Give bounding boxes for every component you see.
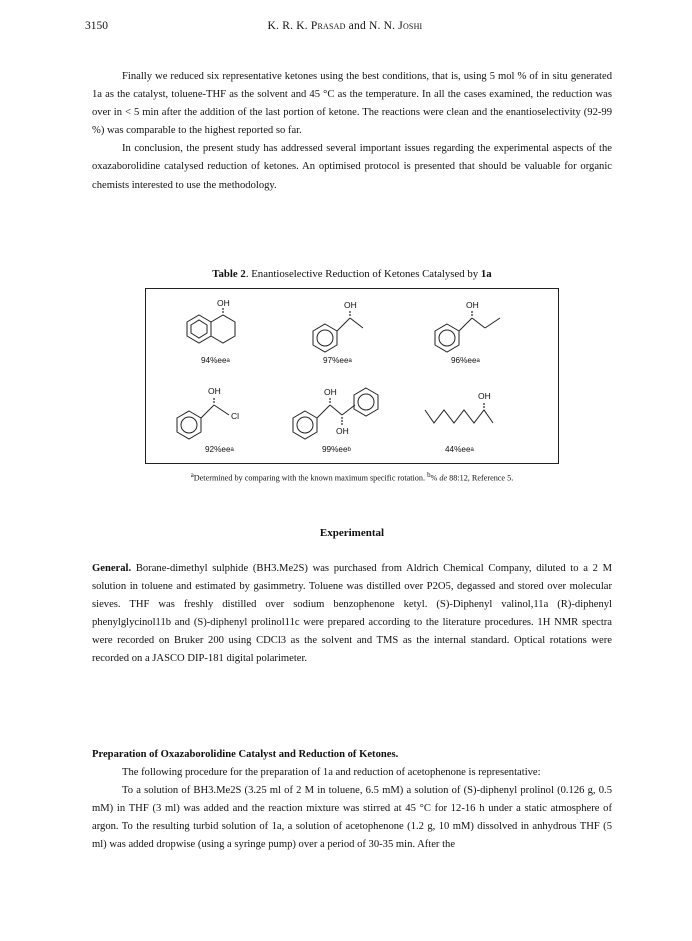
intro-text [92,68,612,195]
oh-label-3: OH [466,300,479,310]
table-structures-box [145,288,559,492]
ee-entry-3: 96%eea [451,356,480,365]
ee-entry-4: 92%eea [205,445,234,454]
alkyl-chain-6 [425,410,493,423]
oh-label-2: OH [344,300,357,310]
oh-label-1: OH [217,298,230,308]
oh-label-5a: OH [324,387,337,397]
page-number: 3150 [85,20,108,32]
oh-label-4: OH [208,386,221,396]
intro-paragraph-1: Finally we reduced six representative ketones using the best conditions, that is, using 5 mol % of in situ generated 1a as the catalyst, toluene-THF as the solvent and 45 °C as the temperature. In all the cases examined, the reduction was over in < 5 min after the addition of the last portion of ketone. The reactions were clean and the enantioselectivity (92-99 %) was comparable to the highest reported so far. [92,71,612,137]
tetralin-ring-saturated [211,315,235,343]
cl-label-4: Cl [231,411,240,421]
oh-label-5b: OH [336,426,349,436]
ee-entry-2: 97%eea [323,356,352,365]
structures-svg [145,288,559,464]
table-footnote: $^a$Determined by comparing with the known maximum specific rotation. $^b$% de 88:12, Reference 5. [190,472,514,483]
running-head-authors: K. R. K. Prasad and N. N. Joshi [267,20,423,32]
ee-entry-5: 99%eeb [322,445,351,454]
experimental-text [92,560,612,669]
preparation-text [92,746,612,855]
ee-entry-6: 44%eea [445,445,474,454]
tetralin-ring-inner [191,320,207,338]
preparation-paragraph-2: To a solution of BH3.Me2S (3.25 ml of 2 M in toluene, 6.5 mM) a solution of (S)-diphenyl prolinol (0.126 g, 0.5 mM) in THF (3 ml) was added and the reaction mixture was stirred at 45 °C for 12-16 h under a static atmosphere of argon. To the resulting turbid solution of 1a, a solution of acetophenone (1.2 g, 10 mM) dissolved in anhydrous THF (5 ml) was added dropwise (using a syringe pump) over a period of 30-35 min. After the [92,785,612,851]
preparation-paragraph-1: The following procedure for the preparation of 1a and reduction of acetophenone is representative: [122,767,541,779]
ee-entry-1: 94%eea [201,356,230,365]
oh-label-6: OH [478,391,491,401]
intro-paragraph-2: In conclusion, the present study has addressed several important issues regarding the experimental aspects of the oxazaborolidine catalysed reduction of ketones. An optimised protocol is presented that should be valuable for organic chemists interested to use the methodology. [92,143,612,191]
preparation-heading: Preparation of Oxazaborolidine Catalyst and Reduction of Ketones. [92,749,399,760]
table-caption: Table 2. Enantioselective Reduction of Ketones Catalysed by 1a [212,268,492,280]
section-title-experimental: Experimental [319,527,385,539]
general-paragraph: General. Borane-dimethyl sulphide (BH3.Me2S) was purchased from Aldrich Chemical Company, diluted to a 2 M solution in toluene and estimated by gasimmetry. Toluene was distilled over P2O5, degassed and stored over molecular sieves. THF was freshly distilled over sodium benzophenone ketyl. (S)-Diphenyl valinol,11a (R)-diphenyl phenylglycinol11b and (S)-diphenyl prolinol11c were prepared according to the literature procedures. 1H NMR spectra were recorded on Bruker 200 using CDCl3 as the solvent and TMS as the internal standard. Optical rotations were recorded on a JASCO DIP-181 digital polarimeter. [92,563,612,665]
